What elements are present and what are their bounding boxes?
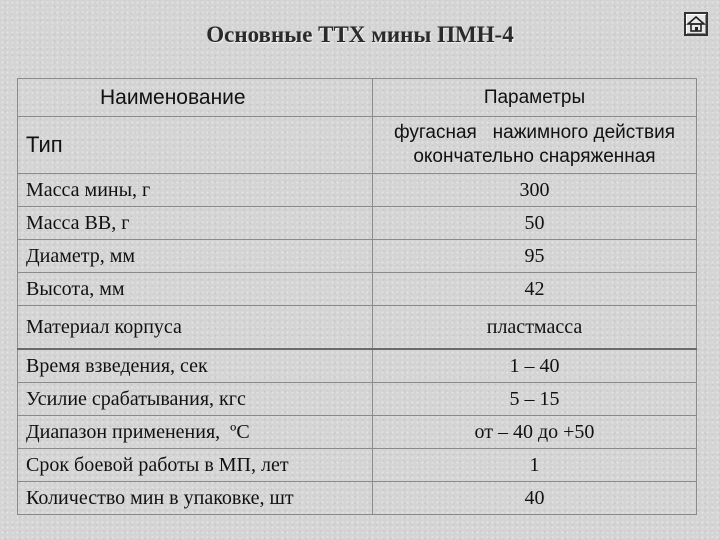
row-value: 42 [372,273,696,306]
table-row [18,449,697,482]
table-row-type [18,117,697,174]
row-value: от – 40 до +50 [372,416,696,449]
row-value: 95 [372,240,696,273]
row-name: Срок боевой работы в МП, лет [18,449,373,482]
specs-table [17,78,697,515]
row-name: Усилие срабатывания, кгс [18,383,373,416]
row-name: Высота, мм [18,273,373,306]
row-name: Масса мины, г [18,174,373,207]
row-name: Материал корпуса [18,306,373,350]
table-header-row [18,79,697,117]
home-icon[interactable] [684,12,708,36]
table-row [18,349,697,383]
table-row [18,240,697,273]
table-row [18,174,697,207]
table-row [18,482,697,515]
type-value-line1: фугасная нажимного действия [393,122,675,143]
table-row [18,306,697,350]
table-row [18,416,697,449]
row-name: Диапазон применения, ºС [18,416,373,449]
row-name: Время взведения, сек [18,349,373,383]
row-value: 40 [372,482,696,515]
row-value: 1 [372,449,696,482]
row-value: 50 [372,207,696,240]
table-row [18,383,697,416]
type-value-line2: окончательно снаряженная [413,146,656,167]
row-name: Диаметр, мм [18,240,373,273]
table-row [18,273,697,306]
type-name: Тип [18,117,373,174]
page-title: Основные ТТХ мины ПМН-4 [206,22,514,47]
row-value: 300 [372,174,696,207]
row-value: 5 – 15 [372,383,696,416]
table-row [18,207,697,240]
row-value: пластмасса [372,306,696,350]
row-name: Масса ВВ, г [18,207,373,240]
header-name: Наименование [18,79,373,117]
header-value: Параметры [372,79,696,117]
row-name: Количество мин в упаковке, шт [18,482,373,515]
row-value: 1 – 40 [372,349,696,383]
type-value [372,117,696,174]
